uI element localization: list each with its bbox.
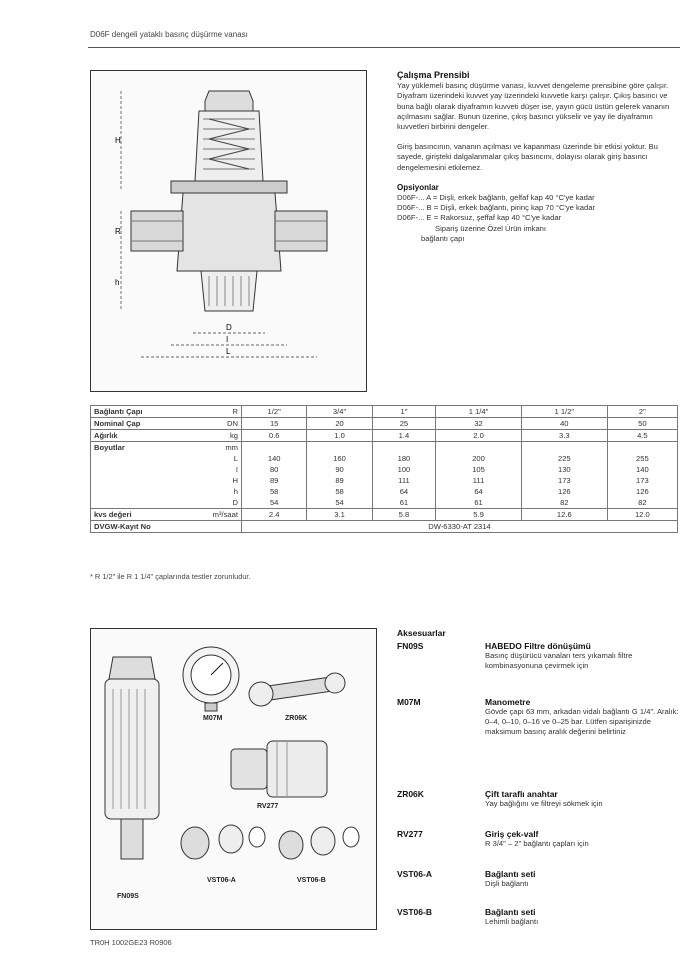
page-footer: TR0H 1002GE23 R0906 [90, 938, 172, 947]
principle-section [397, 70, 682, 244]
table-cell: 173 [521, 475, 607, 486]
figure-label-zr06k: ZR06K [285, 715, 308, 722]
accessory-vst06b [397, 907, 682, 927]
table-cell: 255 [607, 453, 677, 464]
valve-section-drawing [91, 71, 366, 391]
table-cell: 111 [436, 475, 522, 486]
table-cell: 32 [436, 418, 522, 430]
accessory-name: Manometre [485, 697, 531, 707]
option-note-size: bağlantı çapı [421, 233, 465, 243]
table-cell: 140 [242, 453, 307, 464]
table-cell: 180 [372, 453, 435, 464]
table-cell: 3.3 [521, 430, 607, 442]
row-unit: H [197, 475, 242, 486]
table-cell: 126 [607, 486, 677, 497]
accessory-name: Giriş çek-valf [485, 829, 539, 839]
option-line-a: D06F-... A = Dişli, erkek bağlantı, gelfaf kap 40 °C'ye kadar [397, 193, 595, 203]
dim-label-I: I [226, 335, 229, 344]
table-cell: 12.6 [521, 509, 607, 521]
table-cell: 173 [607, 475, 677, 486]
table-cell: 100 [372, 464, 435, 475]
row-unit: kg [197, 430, 242, 442]
table-cell: 89 [307, 475, 372, 486]
table-row [91, 475, 678, 486]
table-cell: 2.0 [436, 430, 522, 442]
table-cell: 58 [307, 486, 372, 497]
table-row [91, 442, 678, 454]
accessory-desc: Dişli bağlantı [485, 879, 529, 888]
accessory-name: Bağlantı seti [485, 869, 536, 879]
accessory-code: VST06-B [397, 907, 432, 917]
figure-label-rv277: RV277 [257, 803, 279, 810]
accessory-fn09s [397, 641, 682, 671]
accessories-figure [90, 628, 377, 930]
row-unit: D [197, 497, 242, 509]
table-cell: 64 [372, 486, 435, 497]
dim-label-R: R [115, 227, 121, 236]
table-cell: 5.9 [436, 509, 522, 521]
accessory-name: HABEDO Filtre dönüşümü [485, 641, 591, 651]
table-cell: 58 [242, 486, 307, 497]
figure-label-m07m: M07M [203, 715, 223, 722]
table-cell: 111 [372, 475, 435, 486]
accessory-name: Bağlantı seti [485, 907, 536, 917]
row-label: DVGW-Kayıt No [91, 521, 198, 533]
table-cell: 2.4 [242, 509, 307, 521]
table-row [91, 486, 678, 497]
table-cell: 4.5 [607, 430, 677, 442]
row-label: Nominal Çap [91, 418, 198, 430]
dim-label-h: h [115, 278, 120, 287]
row-unit: m³/saat [197, 509, 242, 521]
accessory-m07m [397, 697, 682, 737]
row-unit: mm [197, 442, 242, 454]
table-row [91, 497, 678, 509]
table-row [91, 453, 678, 464]
table-cell: 200 [436, 453, 522, 464]
table-row [91, 464, 678, 475]
table-cell: 89 [242, 475, 307, 486]
row-label: Bağlantı Çapı [91, 406, 198, 418]
row-unit: I [197, 464, 242, 475]
table-cell: 0.6 [242, 430, 307, 442]
accessory-desc: R 3/4" – 2" bağlantı çapları için [485, 839, 589, 848]
row-label: kvs değeri [91, 509, 198, 521]
table-cell: 82 [607, 497, 677, 509]
accessory-code: RV277 [397, 829, 423, 839]
table-cell: 12.0 [607, 509, 677, 521]
accessory-rv277 [397, 829, 682, 849]
table-cell: 15 [242, 418, 307, 430]
table-cell: 140 [607, 464, 677, 475]
table-cell: 82 [521, 497, 607, 509]
accessory-code: VST06-A [397, 869, 432, 879]
accessory-code: ZR06K [397, 789, 424, 799]
table-cell: 50 [607, 418, 677, 430]
table-cell: 3.1 [307, 509, 372, 521]
table-row [91, 418, 678, 430]
principle-title: Çalışma Prensibi [397, 70, 470, 80]
accessory-desc: Lehimli bağlantı [485, 917, 539, 926]
accessory-desc: Yay bağlığını ve filtreyi sökmek için [485, 799, 603, 808]
valve-section-figure [90, 70, 367, 392]
table-cell: 1/2" [242, 406, 307, 418]
accessory-zr06k [397, 789, 682, 809]
row-label: Ağırlık [91, 430, 198, 442]
option-line-e: D06F-... E = Rakorsuz, şeffaf kap 40 °C'ye kadar [397, 213, 562, 223]
table-cell: 61 [372, 497, 435, 509]
row-unit: R [197, 406, 242, 418]
table-row [91, 509, 678, 521]
table-cell: 1 1/4" [436, 406, 522, 418]
dim-label-H: H [115, 136, 121, 145]
option-line-b: D06F-... B = Dişli, erkek bağlantı, pirinç kap 70 °C'ye kadar [397, 203, 596, 213]
accessory-desc: Gövde çapı 63 mm, arkadan vidalı bağlantı G 1/4". Aralık: 0–4, 0–10, 0–16 ve 0–25 bar. Lütfen siparişinizde maksimum basınç aralık değerini belirtiniz [485, 707, 679, 736]
page-header: D06F dengeli yataklı basınç düşürme vanası [90, 30, 248, 39]
option-note-special: Sipariş üzerine Özel Ürün imkanı [435, 223, 546, 233]
table-cell: 105 [436, 464, 522, 475]
table-cell: 61 [436, 497, 522, 509]
dim-label-L: L [226, 347, 231, 356]
table-row [91, 521, 678, 533]
table-cell: 3/4" [307, 406, 372, 418]
table-cell: 130 [521, 464, 607, 475]
table-cell: 64 [436, 486, 522, 497]
figure-label-vst06b: VST06-B [297, 877, 326, 884]
figure-label-vst06a: VST06-A [207, 877, 236, 884]
table-cell: 25 [372, 418, 435, 430]
principle-para-2: Giriş basıncının, vananın açılması ve kapanması üzerinde bir etkisi yoktur. Bu sayede, girişteki dalgalanmalar çıkış basıncını, dolayısı olarak giriş basıncı dengelemesini etkilemez. [397, 142, 658, 172]
table-cell: 5.8 [372, 509, 435, 521]
accessories-drawing [91, 629, 376, 929]
principle-para-1: Yay yüklemeli basınç düşürme vanası, kuvvet dengeleme prensibine göre çalışır. Diyafram üzerindeki kuvvet yay üzerindeki kuvvetle karşı çalışır. Çıkış basıncı ve buna bağlı olarak diyaframın kuvveti düşer ise, yayın gücü üstün gelerek vananın açılmasını sağlar. Bunun üzerine, çıkış basıncı yükselir ve yay ile diyaframın kuvvetleri birbirini dengeler. [397, 81, 670, 132]
accessory-code: M07M [397, 697, 421, 707]
table-row [91, 430, 678, 442]
row-unit: DN [197, 418, 242, 430]
table-cell: 160 [307, 453, 372, 464]
table-cell: 1 1/2" [521, 406, 607, 418]
figure-label-fn09s: FN09S [117, 893, 139, 900]
spec-table [90, 405, 678, 533]
header-rule [88, 47, 680, 48]
accessory-desc: Basınç düşürücü vanaları ters yıkamalı filtre kombinasyonuna çevirmek için [485, 651, 633, 670]
table-cell: 2" [607, 406, 677, 418]
row-label: Boyutlar [91, 442, 198, 454]
table-cell: 90 [307, 464, 372, 475]
table-cell: 54 [242, 497, 307, 509]
accessory-vst06a [397, 869, 682, 889]
table-cell: 80 [242, 464, 307, 475]
table-cell: 1.4 [372, 430, 435, 442]
table-cell: DW-6330-AT 2314 [242, 521, 678, 533]
dim-label-D: D [226, 323, 232, 332]
table-cell: 1" [372, 406, 435, 418]
accessories-title: Aksesuarlar [397, 628, 446, 638]
accessory-name: Çift taraflı anahtar [485, 789, 558, 799]
table-row [91, 406, 678, 418]
table-cell: 54 [307, 497, 372, 509]
table-cell: 225 [521, 453, 607, 464]
row-unit: L [197, 453, 242, 464]
accessory-code: FN09S [397, 641, 424, 651]
table-footnote: * R 1/2" ile R 1 1/4" çaplarında testler zorunludur. [90, 572, 251, 581]
table-cell: 1.0 [307, 430, 372, 442]
table-cell: 40 [521, 418, 607, 430]
options-title: Opsiyonlar [397, 182, 439, 192]
row-unit: h [197, 486, 242, 497]
table-cell: 126 [521, 486, 607, 497]
table-cell: 20 [307, 418, 372, 430]
